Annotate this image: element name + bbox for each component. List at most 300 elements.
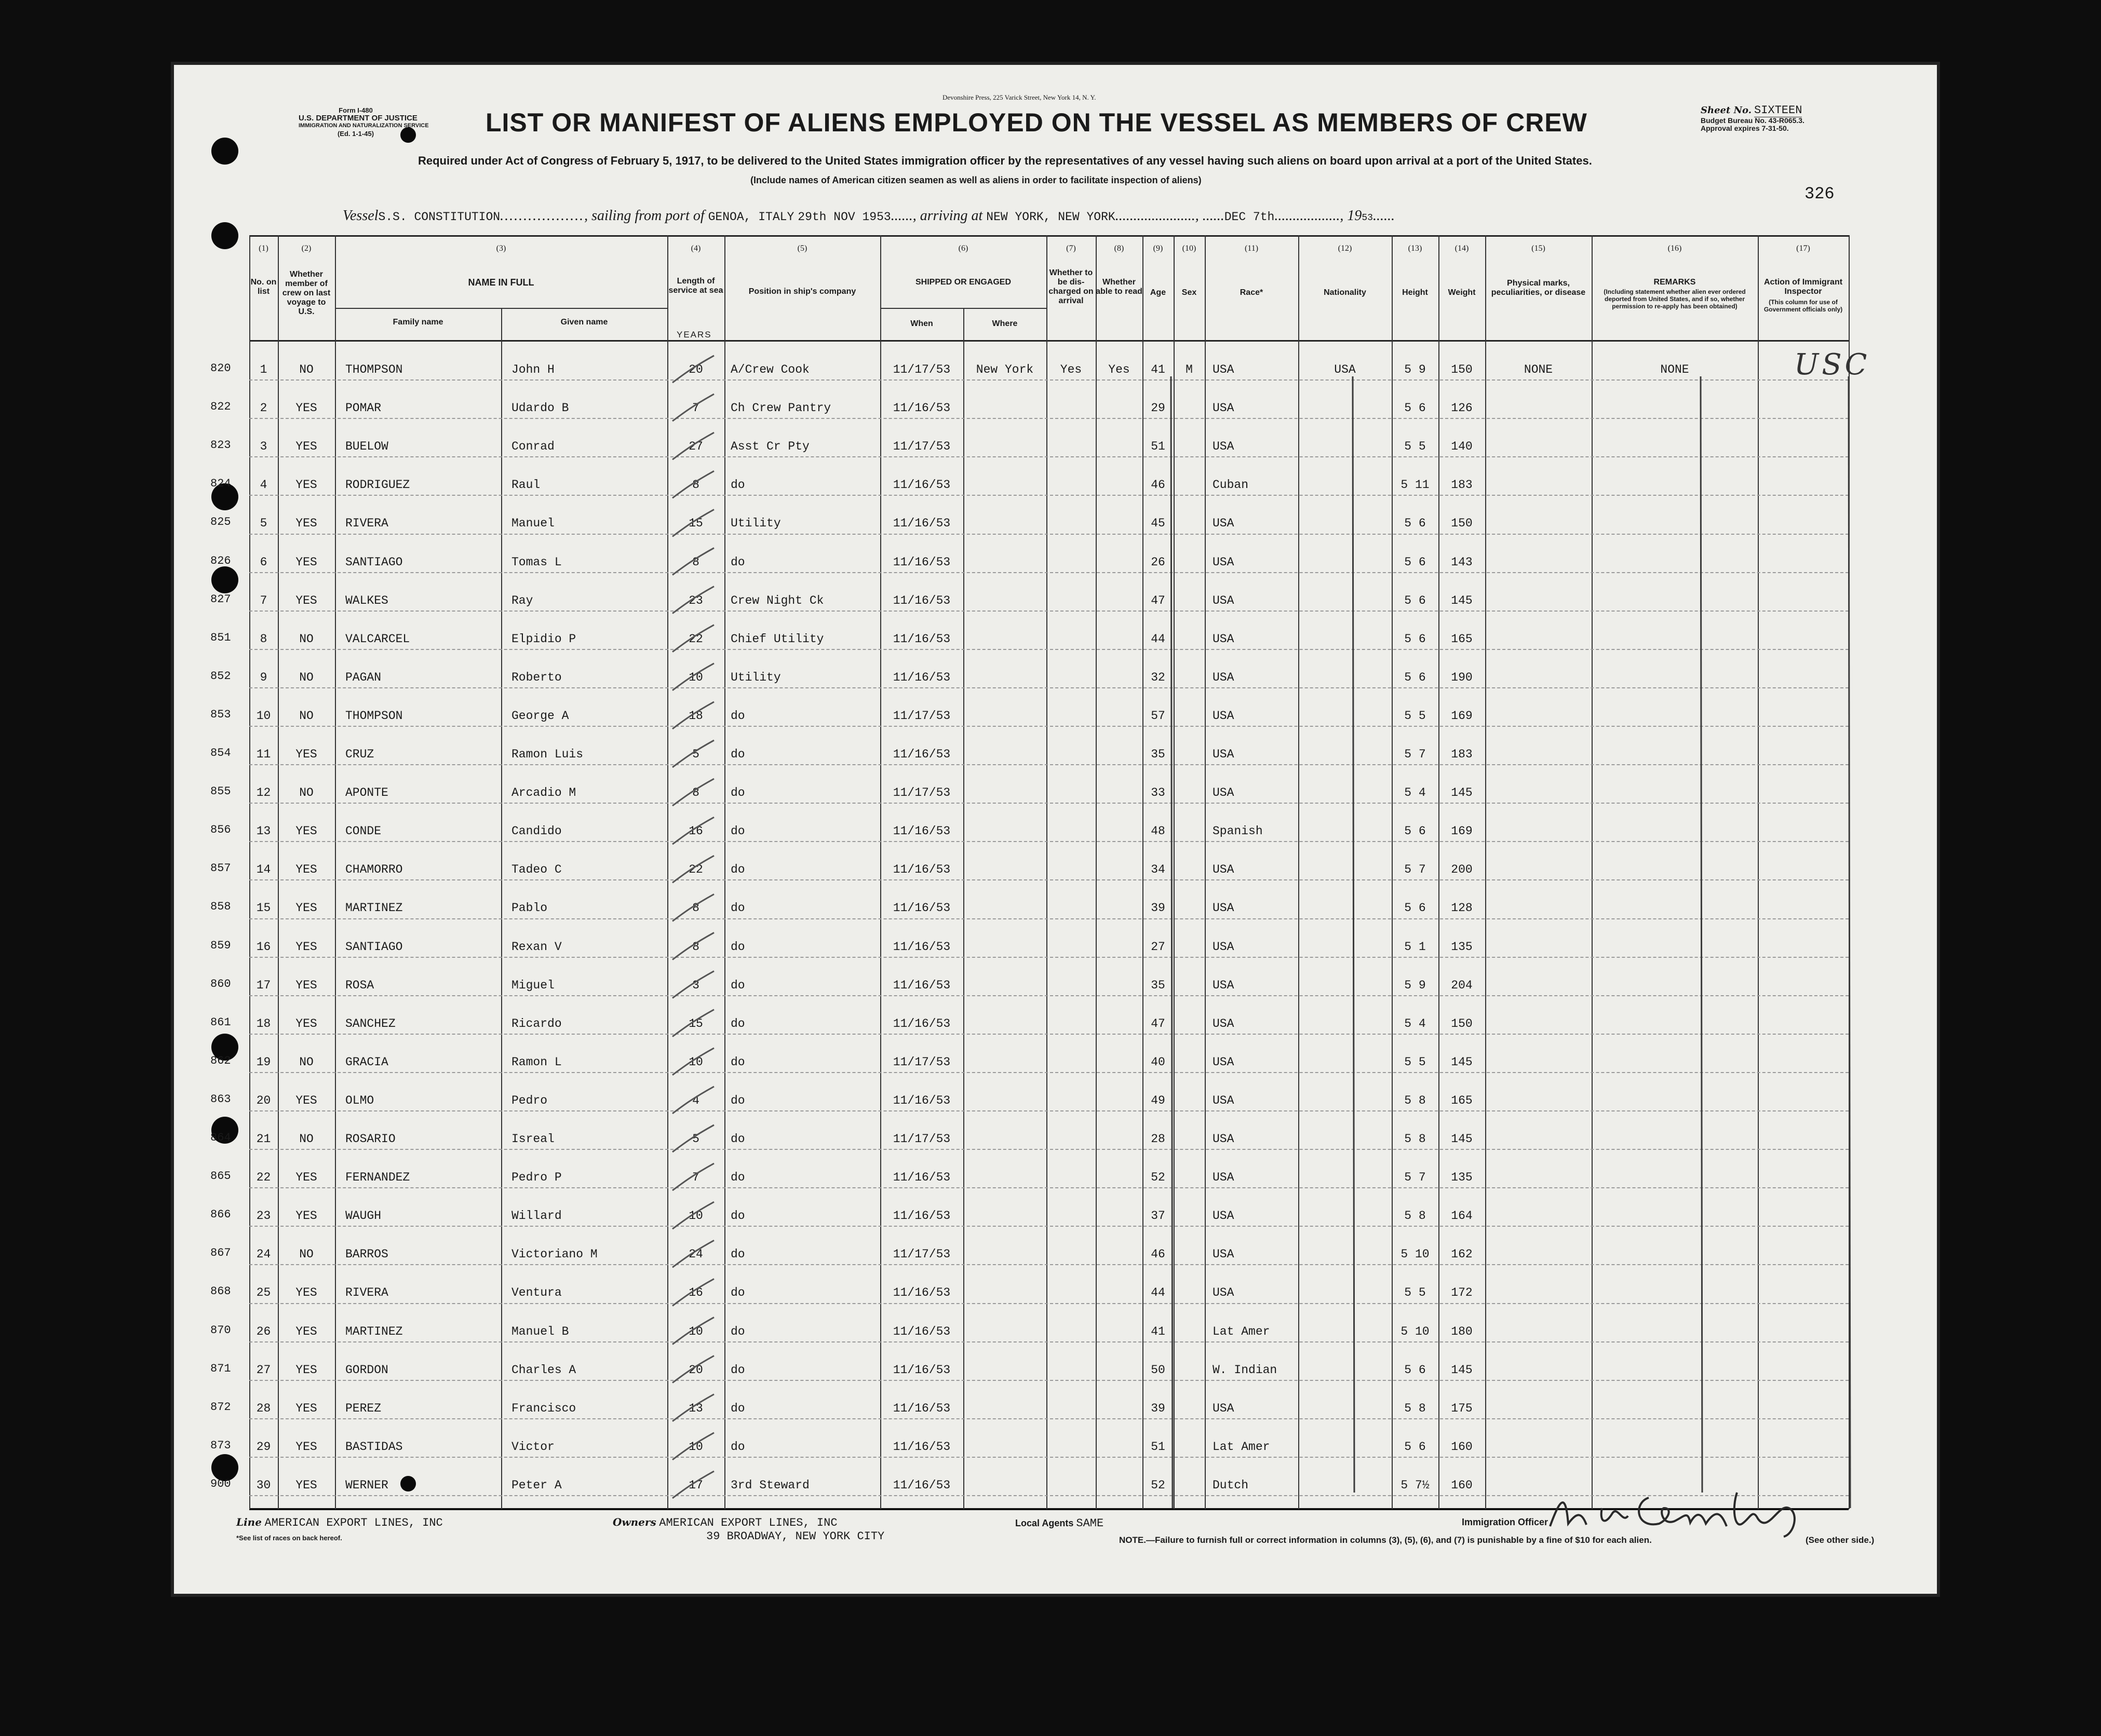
cell-family-name: BASTIDAS [345, 1440, 403, 1454]
cell-shipped-date: 11/17/53 [893, 440, 951, 454]
column-rule [501, 308, 502, 1509]
cell-race: USA [1213, 401, 1234, 415]
header-length-service: Length of service at sea [668, 277, 723, 295]
cell-family-name: CRUZ [345, 748, 374, 761]
cell-race: USA [1213, 1132, 1234, 1146]
cell-weight: 169 [1451, 709, 1473, 723]
column-number: (5) [797, 244, 807, 253]
cell-family-name: SANTIAGO [345, 555, 403, 569]
cell-given-name: Pablo [511, 901, 548, 915]
cell-race: USA [1213, 786, 1234, 800]
tally-mark [672, 548, 714, 575]
cell-given-name: Pedro [511, 1093, 548, 1107]
cell-list-number: 7 [260, 593, 267, 607]
cell-position: 3rd Steward [731, 1478, 810, 1492]
cell-service-years: 10 [689, 1209, 703, 1223]
row-margin-number: 827 [210, 592, 231, 606]
cell-family-name: WALKES [345, 593, 388, 607]
cell-service-years: 20 [689, 1363, 703, 1377]
cell-crew-last-voyage: NO [299, 670, 314, 684]
cell-given-name: Ventura [511, 1286, 562, 1300]
cell-position: do [731, 1286, 745, 1300]
header-name-in-full: NAME IN FULL [468, 277, 534, 288]
cell-height: 5 4 [1404, 786, 1426, 800]
cell-given-name: Willard [511, 1209, 562, 1223]
manifest-sheet [174, 65, 1937, 1594]
cell-service-years: 7 [692, 1171, 699, 1185]
cell-given-name: Peter A [511, 1478, 562, 1492]
cell-crew-last-voyage: YES [295, 555, 317, 569]
cell-list-number: 24 [256, 1247, 271, 1262]
cell-weight: 145 [1451, 1055, 1473, 1069]
cell-age: 57 [1151, 709, 1165, 723]
table-top-rule [249, 235, 1849, 237]
cell-service-years: 22 [689, 632, 703, 646]
cell-weight: 164 [1451, 1209, 1473, 1223]
cell-weight: 135 [1451, 940, 1473, 954]
cell-list-number: 16 [256, 940, 271, 954]
department: U.S. DEPARTMENT OF JUSTICE [299, 114, 417, 123]
cell-family-name: RODRIGUEZ [345, 478, 410, 492]
row-margin-number: 851 [210, 631, 231, 644]
header-sex: Sex [1181, 288, 1197, 297]
cell-position: do [731, 901, 745, 915]
row-margin-number: 855 [210, 785, 231, 798]
cell-service-years: 17 [689, 1478, 703, 1492]
cell-position: do [731, 1132, 745, 1146]
row-margin-number: 866 [210, 1208, 231, 1222]
cell-shipped-date: 11/16/53 [893, 1209, 951, 1223]
cell-weight: 183 [1451, 748, 1473, 761]
column-number: (17) [1796, 244, 1810, 253]
cell-service-years: 10 [689, 670, 703, 684]
cell-height: 5 8 [1404, 1401, 1426, 1415]
cell-race: USA [1213, 1171, 1234, 1185]
header-discharged: Whether to be dis-charged on arrival [1048, 268, 1094, 305]
cell-list-number: 10 [256, 709, 271, 723]
cell-crew-last-voyage: YES [295, 1209, 317, 1223]
arrival-port: NEW YORK, NEW YORK [986, 210, 1115, 224]
cell-list-number: 21 [256, 1132, 271, 1146]
row-margin-number: 872 [210, 1400, 231, 1414]
cell-family-name: GRACIA [345, 1055, 388, 1069]
cell-height: 5 11 [1400, 478, 1430, 492]
cell-given-name: Ramon Luis [511, 748, 584, 761]
cell-crew-last-voyage: NO [299, 1055, 314, 1069]
service-name: IMMIGRATION AND NATURALIZATION SERVICE [299, 123, 429, 129]
row-margin-number: 862 [210, 1054, 231, 1067]
cell-crew-last-voyage: YES [295, 1093, 317, 1107]
cell-service-years: 5 [692, 1132, 699, 1146]
cell-family-name: BUELOW [345, 440, 388, 454]
cell-height: 5 6 [1404, 593, 1426, 607]
cell-height: 5 5 [1404, 1286, 1426, 1300]
cell-given-name: Rexan V [511, 940, 562, 954]
cell-family-name: POMAR [345, 401, 382, 415]
cell-position: Utility [731, 517, 781, 531]
cell-crew-last-voyage: YES [295, 1401, 317, 1415]
column-number: (9) [1153, 244, 1163, 253]
cell-list-number: 13 [256, 824, 271, 838]
cell-age: 51 [1151, 1440, 1165, 1454]
cell-discharged: Yes [1060, 363, 1082, 376]
cell-crew-last-voyage: YES [295, 478, 317, 492]
tally-mark [672, 933, 714, 960]
punch-hole [400, 1476, 416, 1491]
row-margin-number: 860 [210, 977, 231, 991]
cell-shipped-date: 11/17/53 [893, 363, 951, 376]
cell-position: do [731, 940, 745, 954]
cell-weight: 145 [1451, 593, 1473, 607]
cell-shipped-date: 11/16/53 [893, 1016, 951, 1030]
cell-given-name: Manuel [511, 517, 555, 531]
sheet-label: Sheet No. [1701, 105, 1752, 116]
cell-family-name: PEREZ [345, 1401, 382, 1415]
cell-given-name: Pedro P [511, 1171, 562, 1185]
cell-shipped-date: 11/16/53 [893, 748, 951, 761]
cell-age: 51 [1151, 440, 1165, 454]
row-margin-number: 863 [210, 1092, 231, 1106]
cell-shipped-date: 11/16/53 [893, 401, 951, 415]
ditto-line [1171, 376, 1173, 1508]
cell-height: 5 6 [1404, 1440, 1426, 1454]
cell-position: do [731, 1401, 745, 1415]
cell-height: 5 9 [1404, 978, 1426, 992]
vessel-name: S.S. CONSTITUTION [378, 210, 501, 224]
cell-service-years: 24 [689, 1247, 703, 1262]
cell-given-name: Arcadio M [511, 786, 576, 800]
cell-crew-last-voyage: YES [295, 901, 317, 915]
cell-position: do [731, 1055, 745, 1069]
cell-weight: 145 [1451, 1363, 1473, 1377]
column-rule [335, 235, 336, 1509]
column-number: (2) [301, 244, 312, 253]
year-suffix: 53 [1362, 213, 1373, 223]
cell-race: USA [1213, 1286, 1234, 1300]
cell-service-years: 8 [692, 555, 699, 569]
cell-age: 48 [1151, 824, 1165, 838]
header-height: Height [1402, 288, 1428, 297]
column-number: (3) [496, 244, 506, 253]
cell-list-number: 6 [260, 555, 267, 569]
header-given-name: Given name [560, 318, 608, 327]
tally-mark [672, 1356, 714, 1383]
cell-crew-last-voyage: YES [295, 1363, 317, 1377]
see-other-side: (See other side.) [1806, 1535, 1875, 1545]
cell-position: Utility [731, 670, 781, 684]
cell-service-years: 8 [692, 940, 699, 954]
cell-list-number: 26 [256, 1324, 271, 1338]
cell-race: USA [1213, 555, 1234, 569]
cell-family-name: ROSARIO [345, 1132, 396, 1146]
row-margin-number: 825 [210, 516, 231, 529]
cell-height: 5 10 [1400, 1324, 1430, 1338]
header-crew-last-voyage: Whether member of crew on last voyage to U.S. [282, 270, 331, 316]
tally-mark [672, 1010, 714, 1037]
row-margin-number: 857 [210, 862, 231, 875]
cell-list-number: 28 [256, 1401, 271, 1415]
cell-height: 5 5 [1404, 709, 1426, 723]
cell-height: 5 6 [1404, 555, 1426, 569]
cell-shipped-date: 11/16/53 [893, 1478, 951, 1492]
cell-given-name: Roberto [511, 670, 562, 684]
punch-hole [211, 222, 238, 249]
column-number: (13) [1408, 244, 1422, 253]
header-age: Age [1150, 288, 1166, 297]
cell-shipped-date: 11/16/53 [893, 478, 951, 492]
cell-shipped-date: 11/16/53 [893, 632, 951, 646]
cell-list-number: 25 [256, 1286, 271, 1300]
ditto-line [1849, 376, 1850, 1508]
tally-mark [672, 702, 714, 729]
cell-given-name: Ray [511, 593, 533, 607]
cell-weight: 180 [1451, 1324, 1473, 1338]
cell-shipped-date: 11/17/53 [893, 1055, 951, 1069]
row-margin-number: 858 [210, 900, 231, 914]
cell-height: 5 8 [1404, 1209, 1426, 1223]
header-where: Where [992, 319, 1018, 328]
cell-height: 5 10 [1400, 1247, 1430, 1262]
cell-given-name: Charles A [511, 1363, 576, 1377]
cell-race: USA [1213, 1016, 1234, 1030]
tally-mark [672, 1279, 714, 1306]
cell-age: 29 [1151, 401, 1165, 415]
tally-mark [672, 663, 714, 690]
cell-race: USA [1213, 440, 1234, 454]
header-when: When [910, 319, 933, 328]
punch-hole [211, 138, 238, 165]
cell-list-number: 5 [260, 517, 267, 531]
cell-position: do [731, 1324, 745, 1338]
cell-weight: 183 [1451, 478, 1473, 492]
header-inspector-note: (This column for use of Government officials only) [1763, 299, 1843, 313]
tally-mark [672, 1087, 714, 1114]
cell-age: 41 [1151, 363, 1165, 376]
cell-race: USA [1213, 363, 1234, 376]
cell-given-name: Conrad [511, 440, 555, 454]
usc-stamp: USC [1794, 348, 1870, 382]
cell-weight: 190 [1451, 670, 1473, 684]
cell-age: 28 [1151, 1132, 1165, 1146]
cell-position: do [731, 709, 745, 723]
page-number: 326 [1804, 184, 1835, 204]
cell-shipped-date: 11/16/53 [893, 1440, 951, 1454]
page-title: LIST OR MANIFEST OF ALIENS EMPLOYED ON THE VESSEL AS MEMBERS OF CREW [486, 108, 1587, 137]
cell-crew-last-voyage: NO [299, 363, 314, 376]
cell-family-name: WERNER [345, 1478, 388, 1492]
cell-crew-last-voyage: YES [295, 940, 317, 954]
cell-shipped-date: 11/16/53 [893, 1171, 951, 1185]
cell-family-name: OLMO [345, 1093, 374, 1107]
cell-height: 5 7 [1404, 748, 1426, 761]
cell-height: 5 8 [1404, 1132, 1426, 1146]
cell-position: do [731, 555, 745, 569]
column-number: (10) [1182, 244, 1196, 253]
cell-given-name: Manuel B [511, 1324, 569, 1338]
tally-mark [672, 779, 714, 806]
form-number: Form I-480 [339, 106, 373, 114]
header-inspector-action: Action of Immigrant Inspector [1763, 278, 1843, 296]
officer-signature [1545, 1477, 1815, 1539]
cell-service-years: 16 [689, 1286, 703, 1300]
table-header-rule [249, 340, 1849, 342]
cell-given-name: Udardo B [511, 401, 569, 415]
cell-position: do [731, 824, 745, 838]
row-margin-number: 852 [210, 669, 231, 683]
cell-family-name: THOMPSON [345, 709, 403, 723]
form-block [299, 106, 429, 138]
cell-race: USA [1213, 901, 1234, 915]
cell-list-number: 22 [256, 1171, 271, 1185]
cell-given-name: Tomas L [511, 555, 562, 569]
cell-crew-last-voyage: YES [295, 401, 317, 415]
cell-position: do [731, 786, 745, 800]
cell-race: USA [1213, 1055, 1234, 1069]
cell-height: 5 9 [1404, 363, 1426, 376]
column-number: (15) [1531, 244, 1545, 253]
cell-given-name: Elpidio P [511, 632, 576, 646]
header-family-name: Family name [393, 318, 443, 327]
cell-family-name: WAUGH [345, 1209, 382, 1223]
cell-weight: 143 [1451, 555, 1473, 569]
cell-race: USA [1213, 1247, 1234, 1262]
tally-mark [672, 356, 714, 383]
cell-crew-last-voyage: NO [299, 1247, 314, 1262]
cell-shipped-place: New York [976, 363, 1034, 376]
cell-given-name: Ricardo [511, 1016, 562, 1030]
years-tally-marks [667, 345, 719, 1508]
cell-age: 35 [1151, 748, 1165, 761]
cell-height: 5 6 [1404, 901, 1426, 915]
cell-crew-last-voyage: YES [295, 1286, 317, 1300]
cell-weight: 165 [1451, 1093, 1473, 1107]
column-number: (7) [1066, 244, 1076, 253]
cell-given-name: Miguel [511, 978, 555, 992]
row-margin-number: 823 [210, 439, 231, 452]
tally-mark [672, 1202, 714, 1229]
column-number: (4) [691, 244, 701, 253]
cell-height: 5 6 [1404, 824, 1426, 838]
arrival-date: DEC 7th [1224, 210, 1275, 224]
cell-service-years: 20 [689, 363, 703, 376]
header-race: Race* [1240, 288, 1263, 297]
cell-position: do [731, 748, 745, 761]
cell-race: USA [1213, 632, 1234, 646]
cell-list-number: 30 [256, 1478, 271, 1492]
row-margin-number: 873 [210, 1439, 231, 1452]
row-margin-number: 861 [210, 1015, 231, 1029]
arriving-label: , arriving at [912, 208, 983, 224]
cell-weight: 204 [1451, 978, 1473, 992]
cell-age: 26 [1151, 555, 1165, 569]
tally-mark [672, 394, 714, 421]
cell-race: USA [1213, 940, 1234, 954]
row-margin-number: 859 [210, 939, 231, 952]
ditto-lines [1161, 376, 1862, 1508]
cell-weight: 160 [1451, 1478, 1473, 1492]
cell-given-name: Tadeo C [511, 863, 562, 877]
column-number: (14) [1454, 244, 1469, 253]
cell-service-years: 13 [689, 1401, 703, 1415]
cell-list-number: 14 [256, 863, 271, 877]
cell-position: do [731, 1247, 745, 1262]
cell-age: 50 [1151, 1363, 1165, 1377]
tally-mark [672, 1318, 714, 1345]
cell-height: 5 8 [1404, 1093, 1426, 1107]
cell-crew-last-voyage: YES [295, 748, 317, 761]
cell-list-number: 11 [256, 748, 271, 761]
cell-given-name: Raul [511, 478, 541, 492]
owners-name: AMERICAN EXPORT LINES, INC [659, 1516, 838, 1529]
cell-weight: 150 [1451, 517, 1473, 531]
cell-service-years: 10 [689, 1055, 703, 1069]
cell-position: do [731, 1171, 745, 1185]
cell-crew-last-voyage: YES [295, 863, 317, 877]
tally-mark [672, 817, 714, 844]
row-margin-number: 820 [210, 362, 231, 375]
cell-weight: 165 [1451, 632, 1473, 646]
footer-line [236, 1516, 443, 1529]
cell-family-name: SANTIAGO [345, 940, 403, 954]
cell-age: 44 [1151, 632, 1165, 646]
column-number: (11) [1244, 244, 1259, 253]
cell-height: 5 7 [1404, 863, 1426, 877]
row-margin-number: 826 [210, 554, 231, 567]
cell-crew-last-voyage: NO [299, 632, 314, 646]
cell-crew-last-voyage: YES [295, 1324, 317, 1338]
column-number: (12) [1338, 244, 1352, 253]
cell-given-name: Candido [511, 824, 562, 838]
header-years-unit: YEARS [677, 330, 712, 340]
cell-race: USA [1213, 1209, 1234, 1223]
cell-weight: 175 [1451, 1401, 1473, 1415]
cell-shipped-date: 11/16/53 [893, 978, 951, 992]
cell-list-number: 4 [260, 478, 267, 492]
cell-height: 5 5 [1404, 440, 1426, 454]
cell-family-name: MARTINEZ [345, 901, 403, 915]
cell-list-number: 23 [256, 1209, 271, 1223]
cell-height: 5 6 [1404, 1363, 1426, 1377]
cell-list-number: 12 [256, 786, 271, 800]
cell-race: W. Indian [1213, 1363, 1277, 1377]
cell-race: Lat Amer [1213, 1440, 1270, 1454]
vessel-label: Vessel [343, 208, 379, 224]
cell-service-years: 4 [692, 1093, 699, 1107]
cell-weight: 128 [1451, 901, 1473, 915]
cell-list-number: 18 [256, 1016, 271, 1030]
cell-age: 44 [1151, 1286, 1165, 1300]
cell-service-years: 10 [689, 1324, 703, 1338]
header-remarks: REMARKS [1653, 278, 1696, 287]
cell-shipped-date: 11/17/53 [893, 1132, 951, 1146]
row-margin-number: 854 [210, 747, 231, 760]
cell-position: Chief Utility [731, 632, 824, 646]
cell-weight: 150 [1451, 363, 1473, 376]
row-margin-number: 822 [210, 400, 231, 414]
cell-crew-last-voyage: YES [295, 1478, 317, 1492]
fine-note: NOTE.—Failure to furnish full or correct information in columns (3), (5), (6), and (7) is punishable by a fine of $10 for each alien. [1119, 1535, 1652, 1545]
cell-weight: 145 [1451, 786, 1473, 800]
cell-family-name: RIVERA [345, 1286, 388, 1300]
sheet-block [1701, 104, 1804, 132]
cell-weight: 135 [1451, 1171, 1473, 1185]
departure-port: GENOA, ITALY [708, 210, 794, 224]
cell-shipped-date: 11/17/53 [893, 709, 951, 723]
cell-race: USA [1213, 517, 1234, 531]
cell-age: 49 [1151, 1093, 1165, 1107]
year-prefix: 19 [1347, 208, 1362, 224]
cell-service-years: 18 [689, 709, 703, 723]
